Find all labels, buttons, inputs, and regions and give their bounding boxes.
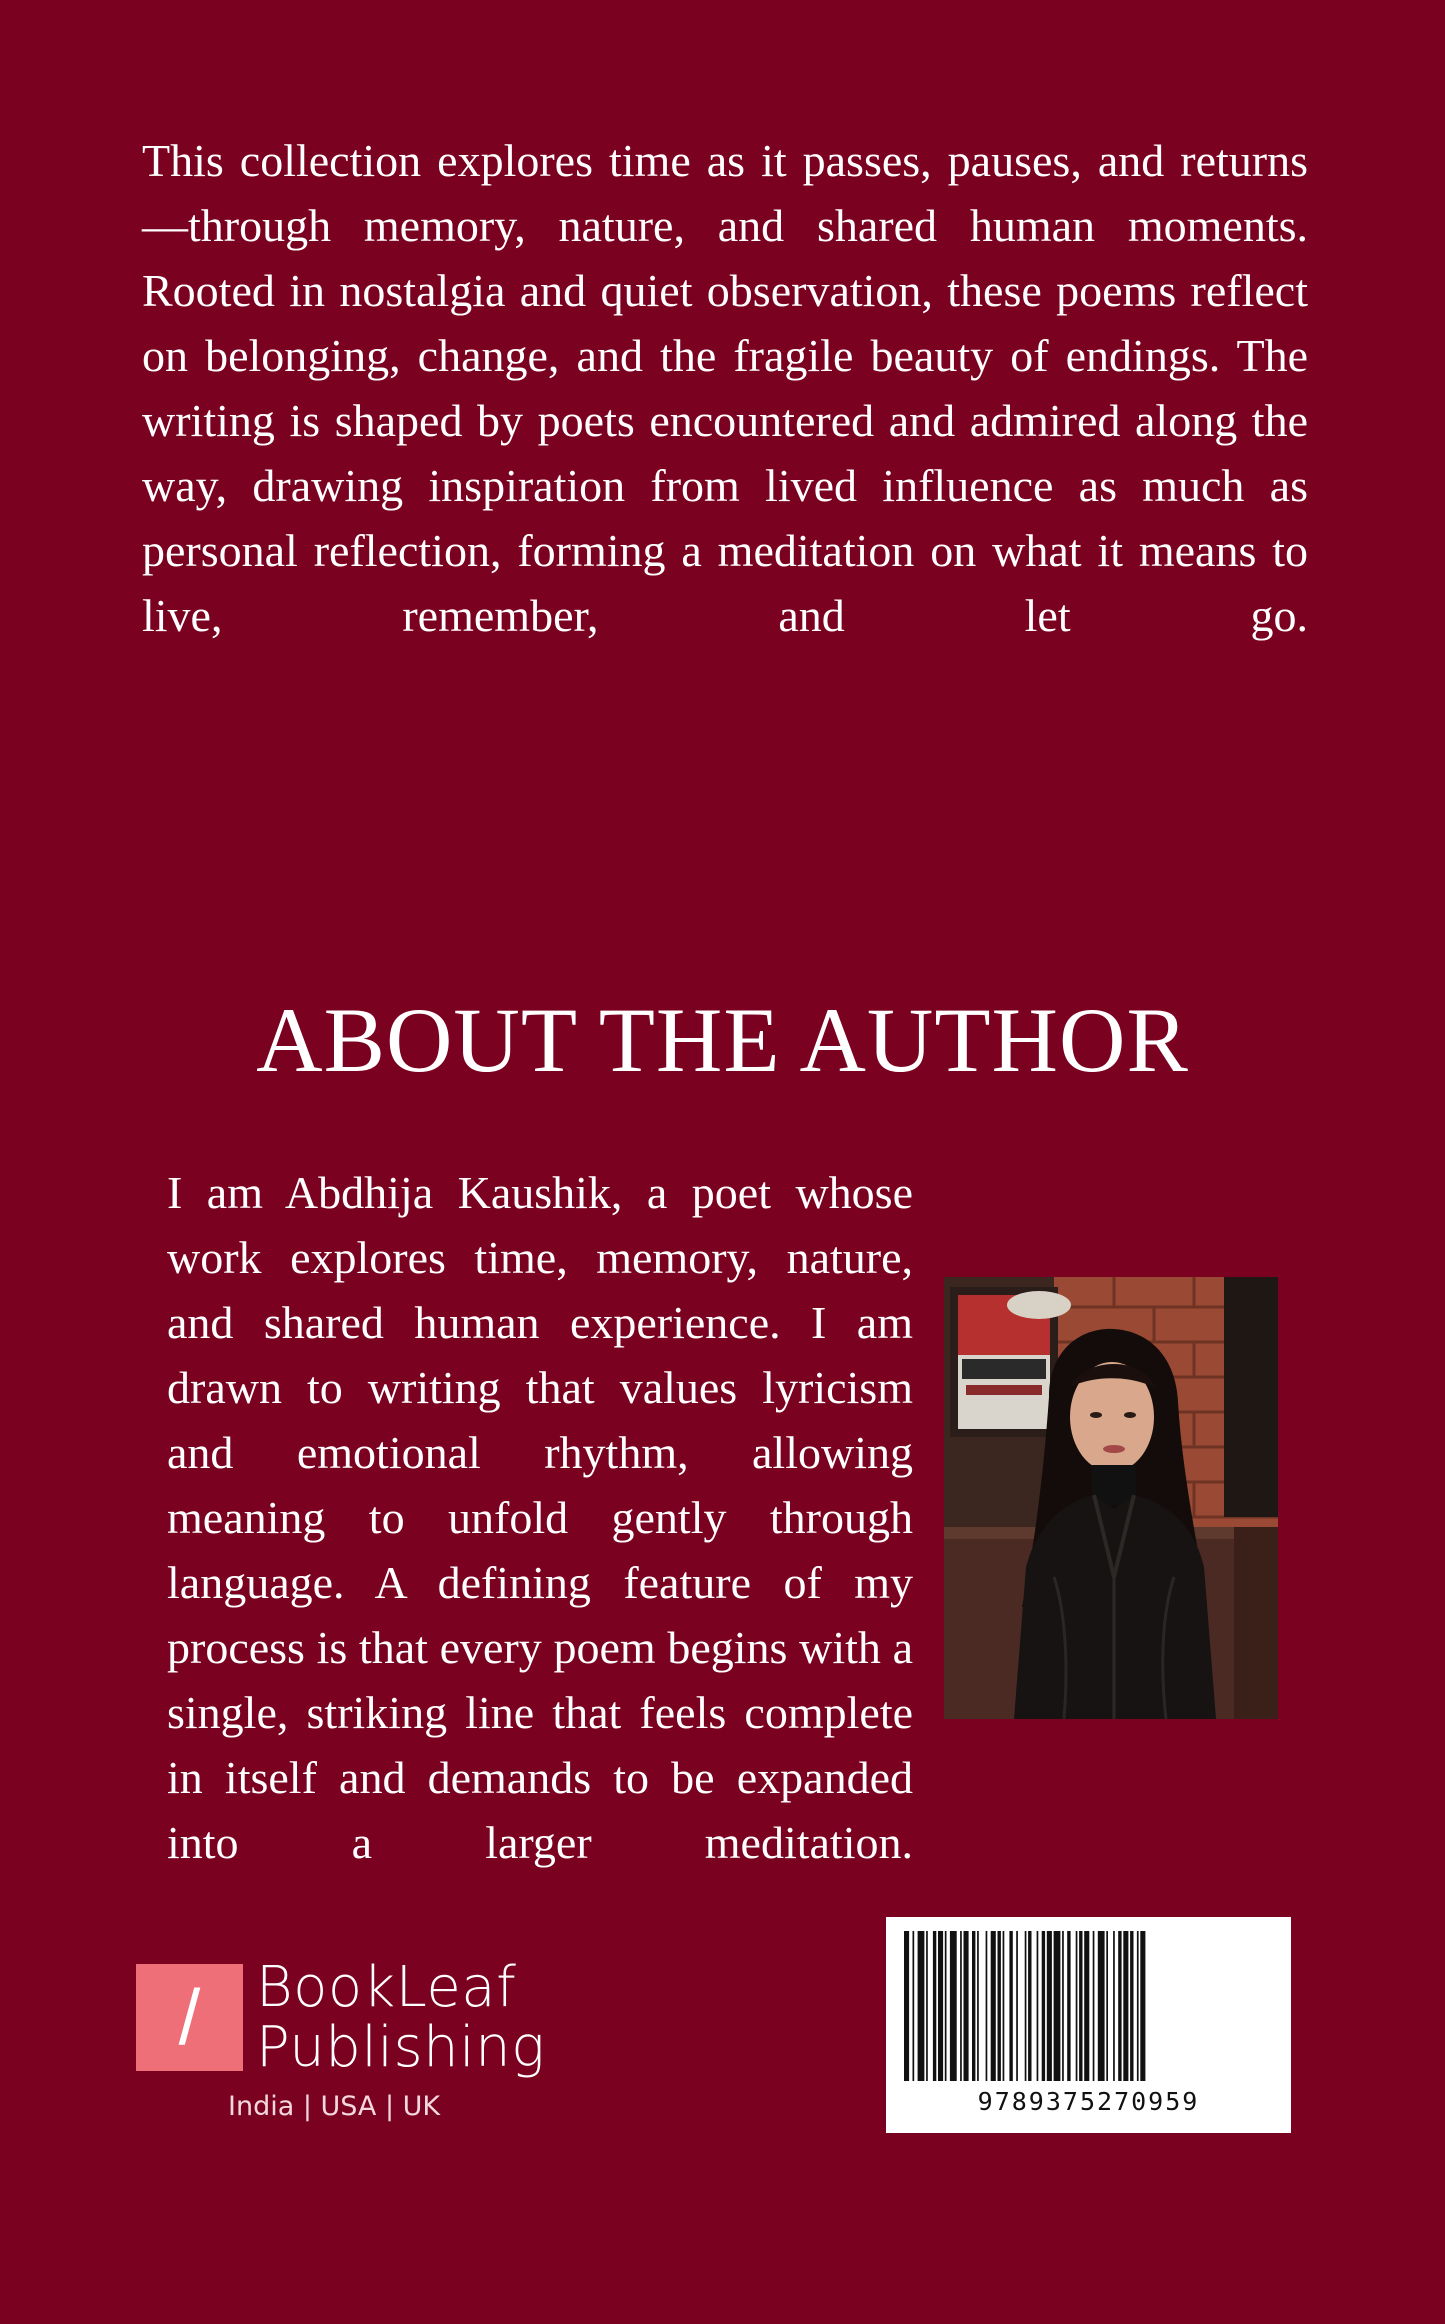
bio-line: process is that every poem begins xyxy=(167,1622,788,1673)
bio-line: I am Abdhija Kaushik, a poet whose xyxy=(167,1167,913,1218)
bio-line: and shared human experience. I am xyxy=(167,1297,913,1348)
author-photo xyxy=(944,1277,1278,1719)
barcode-bar xyxy=(1084,1931,1089,2081)
barcode-bar xyxy=(1130,1931,1133,2081)
barcode-bars xyxy=(902,1931,1275,2081)
barcode-bar xyxy=(1140,1931,1145,2081)
barcode-bar xyxy=(913,1931,915,2081)
barcode-bar xyxy=(1098,1931,1105,2081)
publisher-regions: India | USA | UK xyxy=(228,2091,441,2122)
barcode-bar xyxy=(977,1931,979,2081)
barcode-bar xyxy=(1025,1931,1027,2081)
barcode-bar xyxy=(1106,1931,1108,2081)
bio-line: language. A defining feature of my xyxy=(167,1557,913,1608)
blurb-line: poems reflect on belonging, change, and the fragile xyxy=(142,265,1309,381)
blurb-line: This collection explores time as it passes, pauses, and xyxy=(142,135,1165,186)
barcode-bar xyxy=(938,1931,943,2081)
about-author-heading: ABOUT THE AUTHOR xyxy=(256,989,1189,1091)
bio-line: meaning to unfold gently through xyxy=(167,1492,913,1543)
barcode-bar xyxy=(960,1931,962,2081)
barcode-bar xyxy=(1047,1931,1052,2081)
barcode-bar xyxy=(1137,1931,1139,2081)
blurb-line: inspiration from lived influence as much as personal xyxy=(142,460,1308,576)
barcode-bar xyxy=(1076,1931,1078,2081)
bookleaf-logo-mark xyxy=(136,1964,243,2071)
barcode-bar xyxy=(926,1931,928,2081)
blurb-line: returns—through memory, nature, and shared human xyxy=(142,135,1309,251)
barcode-bar xyxy=(986,1931,988,2081)
bio-line: with a single, striking line that feels xyxy=(167,1622,914,1738)
barcode-bar xyxy=(950,1931,957,2081)
barcode-bar xyxy=(1054,1931,1061,2081)
barcode-bar xyxy=(964,1931,969,2081)
barcode-bar xyxy=(933,1931,936,2081)
barcode-bar xyxy=(1123,1931,1128,2081)
blurb-line: moments. Rooted in nostalgia and quiet observation, these xyxy=(142,200,1309,316)
barcode-bar xyxy=(998,1931,1001,2081)
back-cover-blurb xyxy=(142,128,1308,648)
barcode-bar xyxy=(1009,1931,1012,2081)
barcode-bar xyxy=(1037,1931,1039,2081)
barcode-bar xyxy=(1118,1931,1121,2081)
publisher-name-line1: BookLeaf xyxy=(256,1955,517,2020)
blurb-line: reflection, forming a meditation on what it means to live, xyxy=(142,525,1309,641)
blurb-line: beauty of endings. The writing is shaped by poets xyxy=(142,330,1309,446)
barcode-bar xyxy=(991,1931,996,2081)
barcode-bar xyxy=(1003,1931,1005,2081)
author-portrait-illustration xyxy=(944,1277,1278,1719)
bio-line: complete in itself and demands to be xyxy=(167,1687,914,1803)
barcode-bar xyxy=(1067,1931,1070,2081)
publisher-name-line2: Publishing xyxy=(256,2015,546,2080)
bio-line: expanded into a larger meditation. xyxy=(167,1752,913,1868)
barcode-bar xyxy=(1016,1931,1018,2081)
barcode-bar xyxy=(1028,1931,1031,2081)
blurb-line: encountered and admired along the way, drawing xyxy=(142,395,1308,511)
barcode-bar xyxy=(1062,1931,1064,2081)
author-bio xyxy=(167,1160,913,1875)
bio-line: work explores time, memory, nature, xyxy=(167,1232,913,1283)
barcode-bar xyxy=(945,1931,947,2081)
slash-logo-icon: / xyxy=(178,1973,201,2061)
barcode-bar xyxy=(972,1931,975,2081)
barcode-bar xyxy=(1079,1931,1082,2081)
barcode-bar xyxy=(918,1931,925,2081)
isbn-barcode xyxy=(886,1917,1291,2133)
barcode-bar xyxy=(1042,1931,1045,2081)
bio-line: drawn to writing that values lyricism xyxy=(167,1362,913,1413)
bio-line: and emotional rhythm, allowing xyxy=(167,1427,913,1478)
barcode-bar xyxy=(1113,1931,1115,2081)
barcode-bar xyxy=(1093,1931,1095,2081)
isbn-number: 9789375270959 xyxy=(977,2087,1200,2116)
blurb-line: remember, and let go. xyxy=(402,590,1308,641)
barcode-bar xyxy=(904,1931,909,2081)
